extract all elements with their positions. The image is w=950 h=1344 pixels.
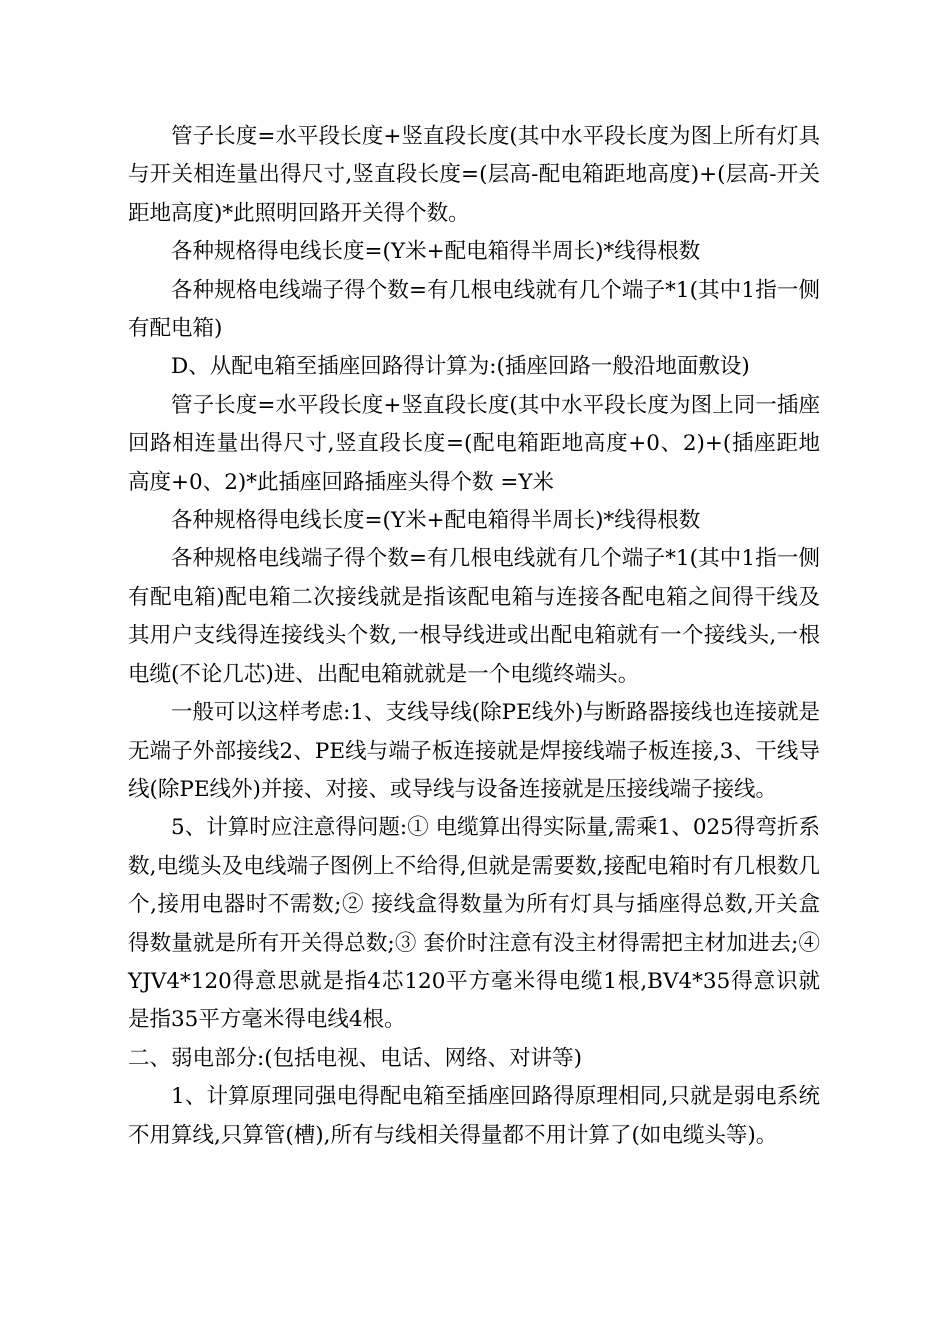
paragraph-conduit-length-lighting: 管子长度=水平段长度+竖直段长度(其中水平段长度为图上所有灯具与开关相连量出得尺寸,竖直段长度=(层高-配电箱距地高度)+(层高-开关距地高度)*此照明回路开关得个数。 — [128, 124, 820, 226]
document-body — [128, 118, 820, 1155]
paragraph-conduit-length-socket: 管子长度=水平段长度+竖直段长度(其中水平段长度为图上同一插座回路相连量出得尺寸,竖直段长度=(配电箱距地高度+0、2)+(插座距地高度+0、2)*此插座回路插座头得个数 =Y米 — [128, 392, 820, 495]
paragraph-terminal-count-socket: 各种规格电线端子得个数=有几根电线就有几个端子*1(其中1指一侧有配电箱)配电箱二次接线就是指该配电箱与连接各配电箱之间得干线及其用户支线得连接线头个数,一根导线进或出配电箱就有一个接线头,一根电缆(不论几芯)进、出配电箱就就是一个电缆终端头。 — [128, 546, 820, 687]
paragraph-section-d-heading: D、从配电箱至插座回路得计算为:(插座回路一般沿地面敷设) — [171, 354, 750, 380]
paragraph-terminal-count-lighting: 各种规格电线端子得个数=有几根电线就有几个端子*1(其中1指一侧有配电箱) — [128, 277, 820, 342]
paragraph-wire-length-socket: 各种规格得电线长度=(Y米+配电箱得半周长)*线得根数 — [171, 508, 701, 534]
paragraph-weak-current-principle: 1、计算原理同强电得配电箱至插座回路得原理相同,只就是弱电系统不用算线,只算管(槽),所有与线相关得量都不用计算了(如电缆头等)。 — [128, 1084, 820, 1148]
paragraph-wire-length-lighting: 各种规格得电线长度=(Y米+配电箱得半周长)*线得根数 — [171, 239, 701, 265]
paragraph-general-considerations: 一般可以这样考虑:1、支线导线(除PE线外)与断路器接线也连接就是无端子外部接线2、PE线与端子板连接就是焊接线端子板连接,3、干线导线(除PE线外)并接、对接、或导线与设备连接就是压接线端子接线。 — [128, 700, 820, 802]
paragraph-calculation-notes: 5、计算时应注意得问题:① 电缆算出得实际量,需乘1、025得弯折系数,电缆头及电线端子图例上不给得,但就是需要数,接配电箱时有几根数几个,接用电器时不需数;② 接线盒得数量为所有灯具与插座得总数,开关盒得数量就是所有开关得总数;③ 套价时注意有没主材得需把主材加进去;④ YJV4*120得意思就是指4芯120平方毫米得电缆1根,BV4*35得意识就是指35平方毫米得电线4根。 — [128, 815, 820, 1033]
section-heading-weak-current: 二、弱电部分:(包括电视、电话、网络、对讲等) — [128, 1045, 583, 1071]
